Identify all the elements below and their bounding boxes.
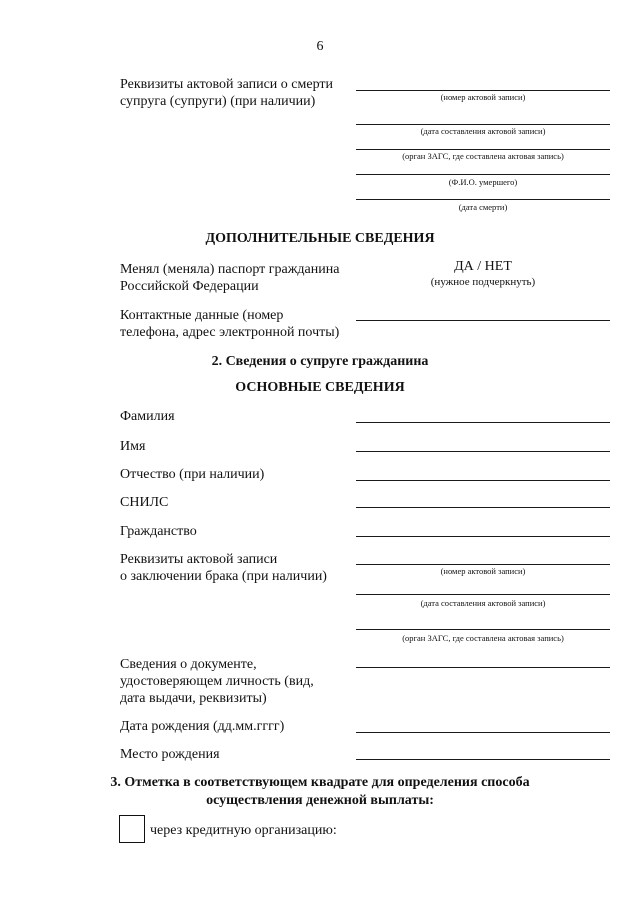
citizenship-label: Гражданство — [120, 524, 197, 539]
contacts-label-line1: Контактные данные (номер — [120, 308, 284, 323]
passport-changed-label-line1: Менял (меняла) паспорт гражданина — [120, 262, 340, 277]
additional-info-heading: ДОПОЛНИТЕЛЬНЫЕ СВЕДЕНИЯ — [205, 231, 435, 246]
surname-label: Фамилия — [120, 409, 175, 424]
section3-title-line2: осуществления денежной выплаты: — [206, 793, 434, 808]
deceased-name-line[interactable] — [356, 174, 610, 175]
id-document-line[interactable] — [356, 667, 610, 668]
name-line[interactable] — [356, 451, 610, 452]
basic-info-heading: ОСНОВНЫЕ СВЕДЕНИЯ — [235, 380, 405, 395]
snils-line[interactable] — [356, 507, 610, 508]
section3-title-line1: 3. Отметка в соответствующем квадрате для определения способа — [110, 775, 530, 790]
marriage-record-registry-caption: (орган ЗАГС, где составлена актовая запись) — [402, 633, 564, 643]
marriage-record-date-line[interactable] — [356, 594, 610, 595]
passport-changed-hint: (нужное подчеркнуть) — [430, 276, 536, 288]
citizenship-line[interactable] — [356, 536, 610, 537]
passport-changed-label-line2: Российской Федерации — [120, 279, 259, 294]
marriage-record-registry-line[interactable] — [356, 629, 610, 630]
marriage-record-label-line2: о заключении брака (при наличии) — [120, 569, 327, 584]
passport-changed-options[interactable]: ДА / НЕТ — [454, 259, 512, 274]
name-label: Имя — [120, 439, 146, 454]
birth-date-line[interactable] — [356, 732, 610, 733]
death-record-number-caption: (номер актовой записи) — [440, 92, 526, 102]
death-date-caption: (дата смерти) — [458, 202, 508, 212]
marriage-record-label-line1: Реквизиты актовой записи — [120, 552, 278, 567]
patronymic-line[interactable] — [356, 480, 610, 481]
id-document-label-line3: дата выдачи, реквизиты) — [120, 691, 267, 706]
birth-place-label: Место рождения — [120, 747, 220, 762]
death-record-registry-caption: (орган ЗАГС, где составлена актовая запись) — [402, 151, 564, 161]
death-record-registry-line[interactable] — [356, 149, 610, 150]
marriage-record-date-caption: (дата составления актовой записи) — [420, 598, 546, 608]
death-record-date-line[interactable] — [356, 124, 610, 125]
spouse-death-record-label-line1: Реквизиты актовой записи о смерти — [120, 77, 334, 92]
marriage-record-number-caption: (номер актовой записи) — [440, 566, 526, 576]
contacts-line[interactable] — [356, 320, 610, 321]
bank-payment-label: через кредитную организацию: — [150, 823, 337, 838]
id-document-label-line2: удостоверяющем личность (вид, — [120, 674, 314, 689]
deceased-name-caption: (Ф.И.О. умершего) — [448, 177, 518, 187]
id-document-label-line1: Сведения о документе, — [120, 657, 257, 672]
marriage-record-number-line[interactable] — [356, 564, 610, 565]
surname-line[interactable] — [356, 422, 610, 423]
death-date-line[interactable] — [356, 199, 610, 200]
snils-label: СНИЛС — [120, 495, 169, 510]
section2-title: 2. Сведения о супруге гражданина — [211, 354, 429, 369]
spouse-death-record-label-line2: супруга (супруги) (при наличии) — [120, 94, 316, 109]
death-record-number-line[interactable] — [356, 90, 610, 91]
patronymic-label: Отчество (при наличии) — [120, 467, 265, 482]
page-number: 6 — [316, 39, 324, 54]
bank-payment-checkbox[interactable] — [119, 815, 145, 843]
contacts-label-line2: телефона, адрес электронной почты) — [120, 325, 340, 340]
death-record-date-caption: (дата составления актовой записи) — [420, 126, 546, 136]
birth-place-line[interactable] — [356, 759, 610, 760]
birth-date-label: Дата рождения (дд.мм.гггг) — [120, 719, 285, 734]
